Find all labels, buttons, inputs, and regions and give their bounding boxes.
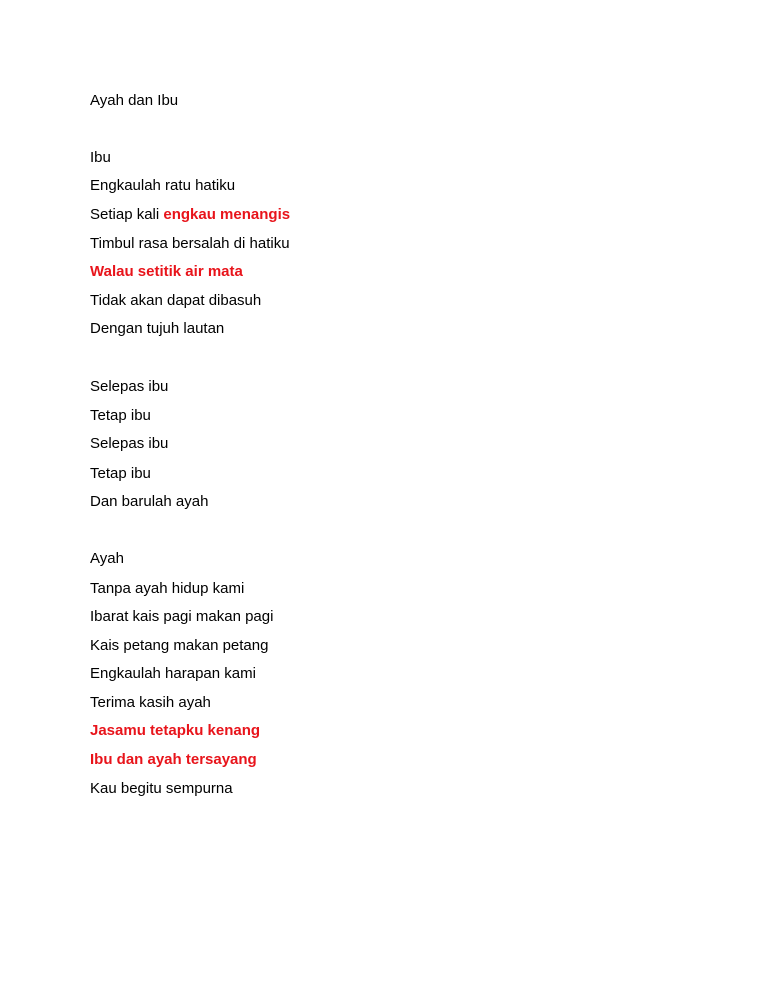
poem-line: Ayah bbox=[90, 550, 124, 567]
poem-line: Timbul rasa bersalah di hatiku bbox=[90, 235, 290, 252]
poem-line: Ibu bbox=[90, 149, 111, 166]
poem-line-text: Setiap kali bbox=[90, 206, 164, 223]
poem-highlight-line: Jasamu tetapku kenang bbox=[90, 722, 261, 739]
poem-line: Engkaulah harapan kami bbox=[90, 665, 256, 682]
poem-line: Kau begitu sempurna bbox=[90, 780, 233, 797]
poem-line: Tanpa ayah hidup kami bbox=[90, 580, 245, 597]
poem-title: Ayah dan Ibu bbox=[90, 92, 179, 109]
poem-line: Dengan tujuh lautan bbox=[90, 320, 225, 337]
poem-line: Dan barulah ayah bbox=[90, 493, 209, 510]
poem-line bbox=[90, 206, 290, 224]
poem-line: Selepas ibu bbox=[90, 435, 169, 452]
poem-line: Tetap ibu bbox=[90, 465, 151, 482]
poem-line: Tetap ibu bbox=[90, 407, 151, 424]
poem-line: Ibarat kais pagi makan pagi bbox=[90, 608, 274, 625]
poem-highlight-line: Walau setitik air mata bbox=[90, 263, 243, 280]
poem-line: Tidak akan dapat dibasuh bbox=[90, 292, 262, 309]
poem-line: Terima kasih ayah bbox=[90, 694, 211, 711]
poem-line: Engkaulah ratu hatiku bbox=[90, 177, 236, 194]
poem-line: Kais petang makan petang bbox=[90, 637, 269, 654]
poem-line: Selepas ibu bbox=[90, 378, 169, 395]
poem-highlight: engkau menangis bbox=[163, 206, 291, 223]
poem-highlight-line: Ibu dan ayah tersayang bbox=[90, 751, 257, 768]
